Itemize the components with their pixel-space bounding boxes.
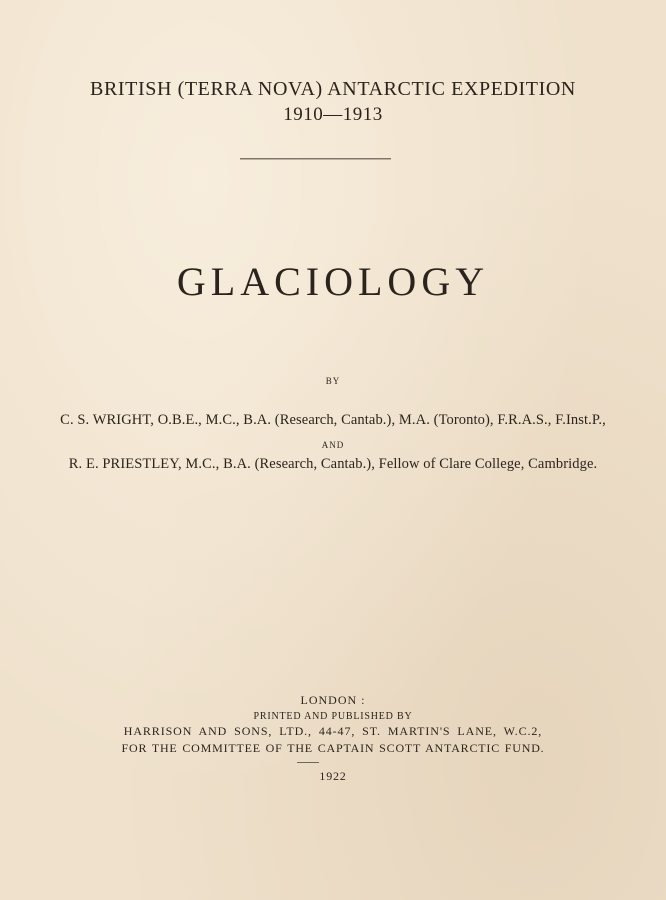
series-years: 1910—1913 bbox=[283, 104, 383, 125]
publication-year: 1922 bbox=[319, 769, 347, 783]
imprint-publisher: HARRISON AND SONS, LTD., 44-47, ST. MARTIN'S LANE, W.C.2, bbox=[123, 724, 543, 738]
header-divider bbox=[240, 158, 391, 160]
series-title: BRITISH (TERRA NOVA) ANTARCTIC EXPEDITION bbox=[90, 78, 576, 100]
imprint-committee: FOR THE COMMITTEE OF THE CAPTAIN SCOTT ANTARCTIC FUND. bbox=[121, 741, 545, 755]
author-priestley: R. E. PRIESTLEY, M.C., B.A. (Research, Cantab.), Fellow of Clare College, Cambridge. bbox=[68, 456, 598, 472]
imprint-printed-by: PRINTED AND PUBLISHED BY bbox=[253, 711, 413, 722]
by-label: BY bbox=[325, 376, 341, 386]
author-wright: C. S. WRIGHT, O.B.E., M.C., B.A. (Research, Cantab.), M.A. (Toronto), F.R.A.S., F.Inst.P., bbox=[60, 412, 606, 428]
book-title: GLACIOLOGY bbox=[176, 259, 490, 304]
imprint-place: LONDON : bbox=[300, 693, 366, 707]
imprint-divider bbox=[297, 762, 319, 763]
and-label: AND bbox=[321, 440, 345, 450]
